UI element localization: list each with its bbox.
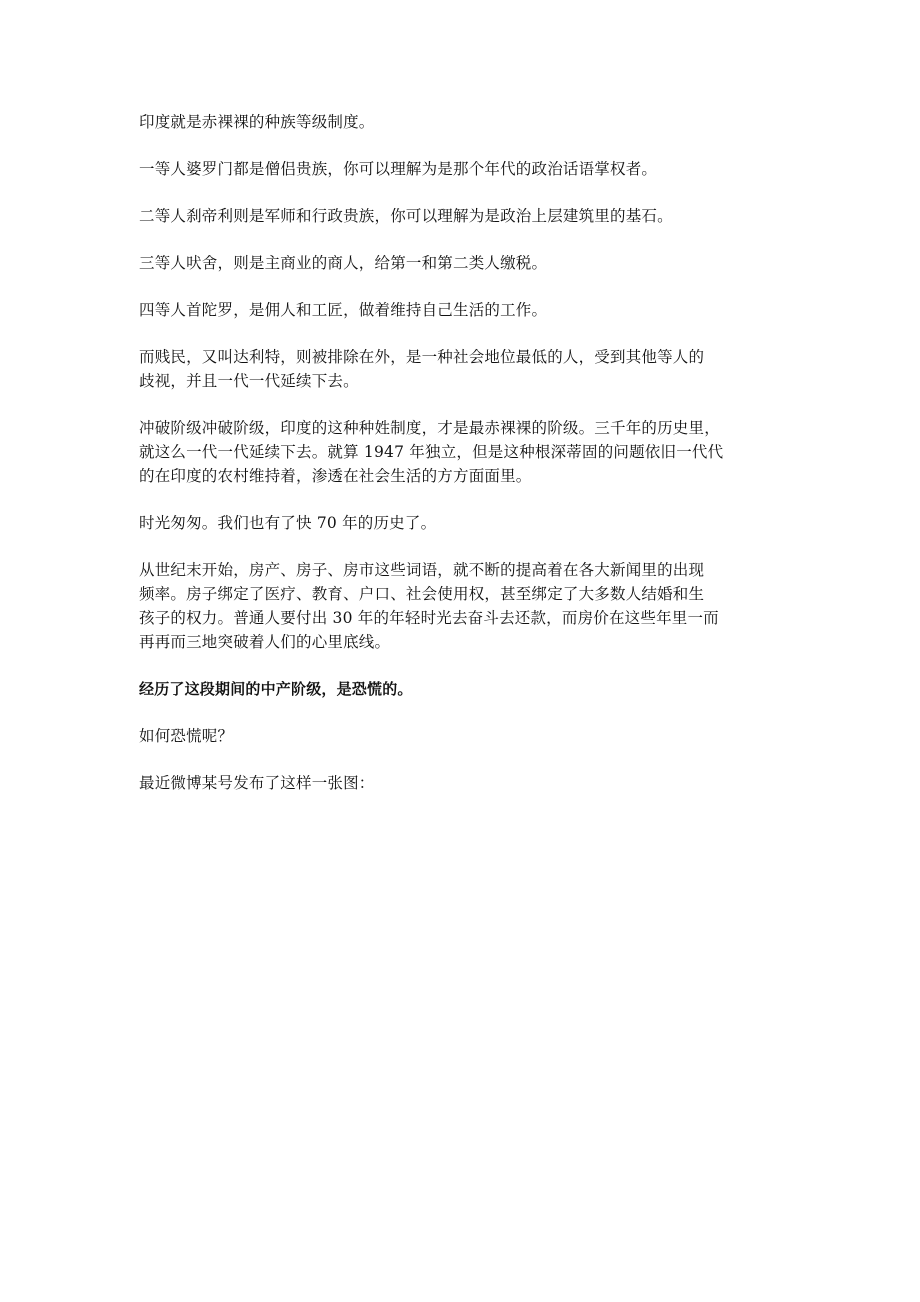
- paragraph-10-bold: 经历了这段期间的中产阶级，是恐慌的。: [139, 680, 413, 698]
- paragraph-1: 印度就是赤裸裸的种族等级制度。: [139, 113, 375, 131]
- paragraph-4: 三等人吠舍，则是主商业的商人，给第一和第二类人缴税。: [139, 254, 548, 272]
- paragraph-12: 最近微博某号发布了这样一张图：: [139, 774, 375, 792]
- paragraph-6: 而贱民，又叫达利特，则被排除在外，是一种社会地位最低的人，受到其他等人的 歧视，并且一代一代延续下去。: [139, 348, 705, 390]
- paragraph-2: 一等人婆罗门都是僧侣贵族，你可以理解为是那个年代的政治话语掌权者。: [139, 160, 658, 178]
- paragraph-5: 四等人首陀罗，是佣人和工匠，做着维持自己生活的工作。: [139, 301, 548, 319]
- document-body: [139, 110, 784, 818]
- paragraph-8: 时光匆匆。我们也有了快 70 年的历史了。: [139, 514, 437, 532]
- paragraph-7: 冲破阶级冲破阶级，印度的这种种姓制度，才是最赤裸裸的阶级。三千年的历史里， 就这么一代一代延续下去。就算 1947 年独立，但是这种根深蒂固的问题依旧一代代 的在印度的农村维持着，渗透在社会生活的方方面面里。: [139, 419, 724, 485]
- paragraph-3: 二等人刹帝利则是军师和行政贵族，你可以理解为是政治上层建筑里的基石。: [139, 207, 673, 225]
- paragraph-9: 从世纪末开始，房产、房子、房市这些词语，就不断的提高着在各大新闻里的出现 频率。房子绑定了医疗、教育、户口、社会使用权，甚至绑定了大多数人结婚和生 孩子的权力。普通人要付出 30 年的年轻时光去奋斗去还款，而房价在这些年里一而 再再而三地突破着人们的心里底线。: [139, 561, 719, 651]
- paragraph-11: 如何恐慌呢？: [139, 727, 234, 745]
